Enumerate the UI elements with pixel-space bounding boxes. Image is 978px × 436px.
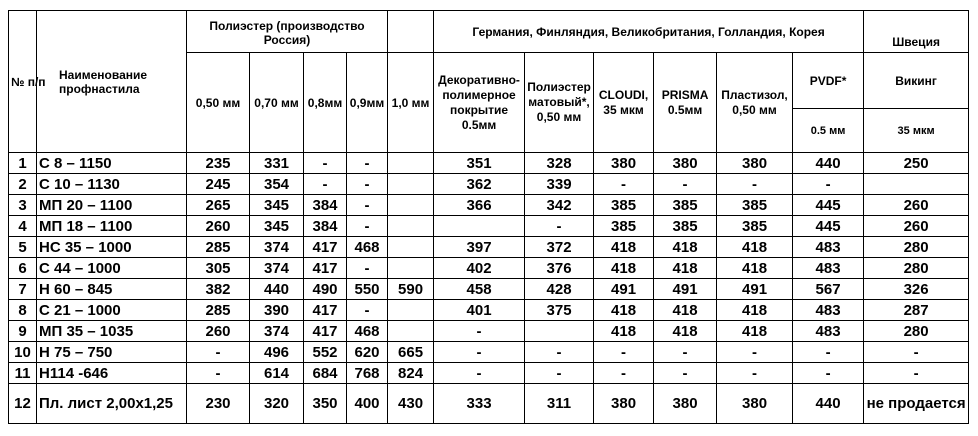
price-cell: 418 bbox=[717, 300, 793, 321]
price-cell: 445 bbox=[793, 195, 864, 216]
price-cell: - bbox=[864, 363, 969, 384]
table-row bbox=[9, 384, 969, 424]
price-cell: 230 bbox=[187, 384, 250, 424]
price-cell: - bbox=[347, 216, 388, 237]
price-cell: 235 bbox=[187, 153, 250, 174]
price-cell: 285 bbox=[187, 237, 250, 258]
table-row bbox=[9, 195, 969, 216]
price-cell: 417 bbox=[304, 237, 347, 258]
price-cell: 342 bbox=[525, 195, 594, 216]
header-group-russia: Полиэстер (производство Россия) bbox=[187, 11, 388, 53]
header-unit-pvdf: 0.5 мм bbox=[793, 109, 864, 153]
price-cell: - bbox=[793, 363, 864, 384]
price-cell: - bbox=[594, 174, 654, 195]
price-cell bbox=[388, 153, 434, 174]
header-col-viking: Викинг bbox=[864, 53, 969, 109]
price-cell: 382 bbox=[187, 279, 250, 300]
price-cell: 350 bbox=[304, 384, 347, 424]
product-name: МП 35 – 1035 bbox=[37, 321, 187, 342]
price-cell: 440 bbox=[250, 279, 304, 300]
price-cell: 483 bbox=[793, 258, 864, 279]
price-cell: - bbox=[347, 195, 388, 216]
price-cell: 440 bbox=[793, 153, 864, 174]
header-col-prisma: PRISMA 0.5мм bbox=[654, 53, 717, 153]
price-cell: 385 bbox=[717, 216, 793, 237]
price-cell: 385 bbox=[717, 195, 793, 216]
price-cell: 590 bbox=[388, 279, 434, 300]
header-col-decorative: Декоративно-полимерное покрытие 0.5мм bbox=[434, 53, 525, 153]
price-cell: 491 bbox=[717, 279, 793, 300]
price-cell: 320 bbox=[250, 384, 304, 424]
price-cell: - bbox=[347, 300, 388, 321]
price-cell bbox=[388, 300, 434, 321]
price-cell: 397 bbox=[434, 237, 525, 258]
price-cell: 483 bbox=[793, 321, 864, 342]
row-number: 10 bbox=[9, 342, 37, 363]
product-name: НС 35 – 1000 bbox=[37, 237, 187, 258]
price-cell: 620 bbox=[347, 342, 388, 363]
header-empty-cell bbox=[388, 11, 434, 53]
table-row bbox=[9, 153, 969, 174]
price-cell: 418 bbox=[594, 321, 654, 342]
price-cell: 418 bbox=[654, 258, 717, 279]
price-cell bbox=[388, 321, 434, 342]
product-name: С 44 – 1000 bbox=[37, 258, 187, 279]
price-cell: 339 bbox=[525, 174, 594, 195]
price-cell: 385 bbox=[654, 216, 717, 237]
price-cell: 331 bbox=[250, 153, 304, 174]
price-cell: - bbox=[717, 363, 793, 384]
price-cell: 374 bbox=[250, 321, 304, 342]
price-cell: 385 bbox=[654, 195, 717, 216]
price-cell: - bbox=[434, 342, 525, 363]
product-name: Н 60 – 845 bbox=[37, 279, 187, 300]
header-col-matte: Полиэстер матовый*, 0,50 мм bbox=[525, 53, 594, 153]
price-cell: 417 bbox=[304, 258, 347, 279]
product-name: Пл. лист 2,00х1,25 bbox=[37, 384, 187, 424]
header-col-cloudi: CLOUDI, 35 мкм bbox=[594, 53, 654, 153]
product-name: МП 18 – 1100 bbox=[37, 216, 187, 237]
price-cell: 250 bbox=[864, 153, 969, 174]
price-cell bbox=[388, 237, 434, 258]
row-number: 3 bbox=[9, 195, 37, 216]
price-cell: - bbox=[717, 174, 793, 195]
price-cell: 665 bbox=[388, 342, 434, 363]
price-cell: 345 bbox=[250, 195, 304, 216]
price-cell: 428 bbox=[525, 279, 594, 300]
table-row bbox=[9, 216, 969, 237]
price-cell: 550 bbox=[347, 279, 388, 300]
header-name: Наименование профнастила bbox=[37, 11, 187, 153]
header-col-r070: 0,70 мм bbox=[250, 53, 304, 153]
price-cell: 552 bbox=[304, 342, 347, 363]
price-cell: - bbox=[347, 153, 388, 174]
price-cell: 311 bbox=[525, 384, 594, 424]
row-number: 5 bbox=[9, 237, 37, 258]
table-row bbox=[9, 321, 969, 342]
price-cell: - bbox=[525, 363, 594, 384]
price-cell: 372 bbox=[525, 237, 594, 258]
price-cell: - bbox=[434, 321, 525, 342]
table-row bbox=[9, 279, 969, 300]
price-cell: 260 bbox=[864, 216, 969, 237]
price-cell: 418 bbox=[594, 237, 654, 258]
price-cell: - bbox=[304, 153, 347, 174]
price-cell: 385 bbox=[594, 216, 654, 237]
header-group-sweden: Швеция bbox=[864, 11, 969, 53]
price-cell: 385 bbox=[594, 195, 654, 216]
price-cell: 491 bbox=[654, 279, 717, 300]
price-cell: - bbox=[864, 342, 969, 363]
price-cell: 305 bbox=[187, 258, 250, 279]
header-col-r08: 0,8мм bbox=[304, 53, 347, 153]
price-cell: 285 bbox=[187, 300, 250, 321]
price-cell: 380 bbox=[654, 384, 717, 424]
price-cell: 483 bbox=[793, 300, 864, 321]
price-cell: 400 bbox=[347, 384, 388, 424]
price-cell: 430 bbox=[388, 384, 434, 424]
price-cell: 418 bbox=[594, 300, 654, 321]
price-cell: 614 bbox=[250, 363, 304, 384]
price-cell: 265 bbox=[187, 195, 250, 216]
price-cell: - bbox=[654, 174, 717, 195]
price-cell: 384 bbox=[304, 195, 347, 216]
header-col-r050: 0,50 мм bbox=[187, 53, 250, 153]
price-cell: 260 bbox=[864, 195, 969, 216]
price-cell: 351 bbox=[434, 153, 525, 174]
price-cell: 402 bbox=[434, 258, 525, 279]
product-name: С 21 – 1000 bbox=[37, 300, 187, 321]
header-col-r09: 0,9мм bbox=[347, 53, 388, 153]
row-number: 12 bbox=[9, 384, 37, 424]
product-name: Н 75 – 750 bbox=[37, 342, 187, 363]
price-cell: - bbox=[654, 363, 717, 384]
table-row bbox=[9, 174, 969, 195]
header-row-1 bbox=[9, 11, 969, 53]
price-cell bbox=[864, 174, 969, 195]
header-unit-viking: 35 мкм bbox=[864, 109, 969, 153]
price-cell: 366 bbox=[434, 195, 525, 216]
price-cell bbox=[388, 216, 434, 237]
price-cell: 380 bbox=[717, 153, 793, 174]
row-number: 6 bbox=[9, 258, 37, 279]
table-row bbox=[9, 342, 969, 363]
product-name: МП 20 – 1100 bbox=[37, 195, 187, 216]
price-cell: 287 bbox=[864, 300, 969, 321]
price-cell: - bbox=[304, 174, 347, 195]
price-cell: 418 bbox=[717, 258, 793, 279]
price-cell: 458 bbox=[434, 279, 525, 300]
row-number: 8 bbox=[9, 300, 37, 321]
header-col-plastisol: Пластизол, 0,50 мм bbox=[717, 53, 793, 153]
price-cell: 374 bbox=[250, 237, 304, 258]
price-cell: 245 bbox=[187, 174, 250, 195]
price-cell: 390 bbox=[250, 300, 304, 321]
table-row bbox=[9, 258, 969, 279]
price-cell bbox=[525, 321, 594, 342]
row-number: 1 bbox=[9, 153, 37, 174]
price-cell bbox=[388, 258, 434, 279]
price-cell: - bbox=[594, 363, 654, 384]
price-cell: - bbox=[187, 342, 250, 363]
price-cell: 384 bbox=[304, 216, 347, 237]
product-name: С 8 – 1150 bbox=[37, 153, 187, 174]
price-cell: 418 bbox=[717, 321, 793, 342]
price-cell: 380 bbox=[594, 153, 654, 174]
price-cell: 468 bbox=[347, 321, 388, 342]
price-cell: - bbox=[594, 342, 654, 363]
price-cell: 684 bbox=[304, 363, 347, 384]
price-cell: 567 bbox=[793, 279, 864, 300]
price-cell: 418 bbox=[654, 321, 717, 342]
price-cell: 490 bbox=[304, 279, 347, 300]
price-cell: 333 bbox=[434, 384, 525, 424]
price-cell: - bbox=[347, 258, 388, 279]
price-cell: - bbox=[525, 342, 594, 363]
price-cell: 768 bbox=[347, 363, 388, 384]
table-row bbox=[9, 300, 969, 321]
price-cell: 326 bbox=[864, 279, 969, 300]
header-col-pvdf: PVDF* bbox=[793, 53, 864, 109]
header-col-r10: 1,0 мм bbox=[388, 53, 434, 153]
row-number: 2 bbox=[9, 174, 37, 195]
price-cell: - bbox=[347, 174, 388, 195]
price-cell: 401 bbox=[434, 300, 525, 321]
price-cell bbox=[388, 195, 434, 216]
price-cell: 354 bbox=[250, 174, 304, 195]
price-cell: 418 bbox=[717, 237, 793, 258]
price-cell: - bbox=[717, 342, 793, 363]
price-cell: - bbox=[793, 174, 864, 195]
price-cell: 375 bbox=[525, 300, 594, 321]
product-name: С 10 – 1130 bbox=[37, 174, 187, 195]
table-row bbox=[9, 363, 969, 384]
price-cell bbox=[388, 174, 434, 195]
row-number: 7 bbox=[9, 279, 37, 300]
price-cell: 345 bbox=[250, 216, 304, 237]
price-cell: 260 bbox=[187, 216, 250, 237]
price-cell: 380 bbox=[594, 384, 654, 424]
price-cell: 491 bbox=[594, 279, 654, 300]
price-table bbox=[8, 10, 969, 424]
price-cell: 380 bbox=[654, 153, 717, 174]
price-cell: 418 bbox=[654, 237, 717, 258]
price-cell: 418 bbox=[654, 300, 717, 321]
price-cell: 468 bbox=[347, 237, 388, 258]
price-cell: - bbox=[793, 342, 864, 363]
price-cell bbox=[434, 216, 525, 237]
header-group-europe: Германия, Финляндия, Великобритания, Голландия, Корея bbox=[434, 11, 864, 53]
price-cell: 418 bbox=[594, 258, 654, 279]
row-number: 4 bbox=[9, 216, 37, 237]
price-cell: 496 bbox=[250, 342, 304, 363]
price-cell: - bbox=[187, 363, 250, 384]
price-cell: не продается bbox=[864, 384, 969, 424]
row-number: 11 bbox=[9, 363, 37, 384]
price-cell: 380 bbox=[717, 384, 793, 424]
row-number: 9 bbox=[9, 321, 37, 342]
price-cell: 374 bbox=[250, 258, 304, 279]
price-cell: 445 bbox=[793, 216, 864, 237]
price-cell: 280 bbox=[864, 321, 969, 342]
price-cell: 260 bbox=[187, 321, 250, 342]
product-name: Н114 -646 bbox=[37, 363, 187, 384]
price-cell: - bbox=[654, 342, 717, 363]
table-row bbox=[9, 237, 969, 258]
price-cell: 440 bbox=[793, 384, 864, 424]
price-cell: 280 bbox=[864, 258, 969, 279]
price-cell: 280 bbox=[864, 237, 969, 258]
price-cell: - bbox=[434, 363, 525, 384]
price-cell: 417 bbox=[304, 321, 347, 342]
price-cell: - bbox=[525, 216, 594, 237]
price-cell: 362 bbox=[434, 174, 525, 195]
price-cell: 824 bbox=[388, 363, 434, 384]
price-cell: 483 bbox=[793, 237, 864, 258]
price-cell: 328 bbox=[525, 153, 594, 174]
price-cell: 376 bbox=[525, 258, 594, 279]
header-num: № п/п bbox=[9, 11, 37, 153]
price-cell: 417 bbox=[304, 300, 347, 321]
